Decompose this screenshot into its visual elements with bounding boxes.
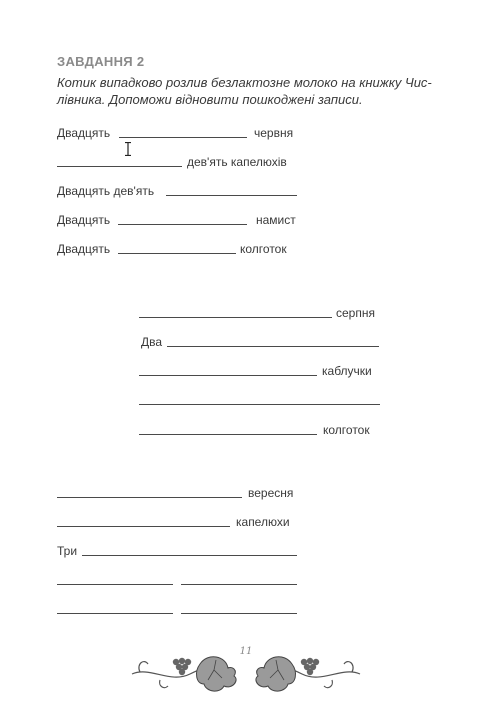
- exercise-row: [57, 183, 300, 199]
- row-suffix: серпня: [336, 306, 375, 320]
- answer-line[interactable]: [82, 555, 297, 556]
- answer-line[interactable]: [118, 224, 247, 225]
- page-number: 11: [239, 646, 253, 657]
- row-suffix: каблучки: [322, 364, 372, 378]
- exercise-row: [57, 125, 300, 141]
- row-prefix: Двадцять: [57, 213, 111, 227]
- answer-line[interactable]: [57, 613, 173, 614]
- exercise-row: [139, 363, 382, 379]
- answer-line[interactable]: [57, 166, 182, 167]
- exercise-row: [57, 212, 300, 228]
- exercise-row: [57, 514, 300, 530]
- row-prefix: Двадцять дев'ять: [57, 184, 155, 198]
- answer-line[interactable]: [167, 346, 379, 347]
- answer-line[interactable]: [57, 497, 242, 498]
- answer-line[interactable]: [119, 137, 247, 138]
- exercise-row: [57, 572, 300, 588]
- answer-line[interactable]: [139, 317, 332, 318]
- row-prefix: Два: [141, 335, 163, 349]
- answer-line[interactable]: [57, 584, 173, 585]
- row-prefix: Три: [57, 544, 78, 558]
- answer-line[interactable]: [181, 613, 297, 614]
- row-suffix: намист: [256, 213, 296, 227]
- exercise-row: [139, 422, 382, 438]
- answer-line[interactable]: [57, 526, 230, 527]
- row-suffix: колготок: [323, 423, 370, 437]
- row-prefix: Двадцять: [57, 242, 111, 256]
- exercise-row: [139, 305, 382, 321]
- exercise-row: [57, 543, 300, 559]
- row-suffix: капелюхи: [236, 515, 290, 529]
- exercise-row: [57, 241, 300, 257]
- row-suffix: червня: [254, 126, 294, 140]
- task-title: ЗАВДАННЯ 2: [57, 54, 145, 69]
- answer-line[interactable]: [139, 434, 317, 435]
- exercise-row: [57, 485, 300, 501]
- answer-line[interactable]: [166, 195, 297, 196]
- answer-line[interactable]: [181, 584, 297, 585]
- answer-line[interactable]: [139, 404, 380, 405]
- exercise-row: [57, 601, 300, 617]
- row-suffix: колготок: [240, 242, 287, 256]
- row-suffix: вересня: [248, 486, 294, 500]
- row-suffix: дев'ять капелюхів: [187, 155, 287, 169]
- exercise-row: [139, 392, 382, 408]
- row-prefix: Двадцять: [57, 126, 111, 140]
- exercise-row: [57, 154, 300, 170]
- answer-line[interactable]: [118, 253, 236, 254]
- exercise-row: [139, 334, 382, 350]
- answer-line[interactable]: [139, 375, 317, 376]
- task-text: Котик випадково розлив безлактозне молоко на книжку Чис-лівника. Допоможи відновити пошкоджені записи.: [57, 75, 432, 107]
- text-cursor-icon: [124, 142, 132, 156]
